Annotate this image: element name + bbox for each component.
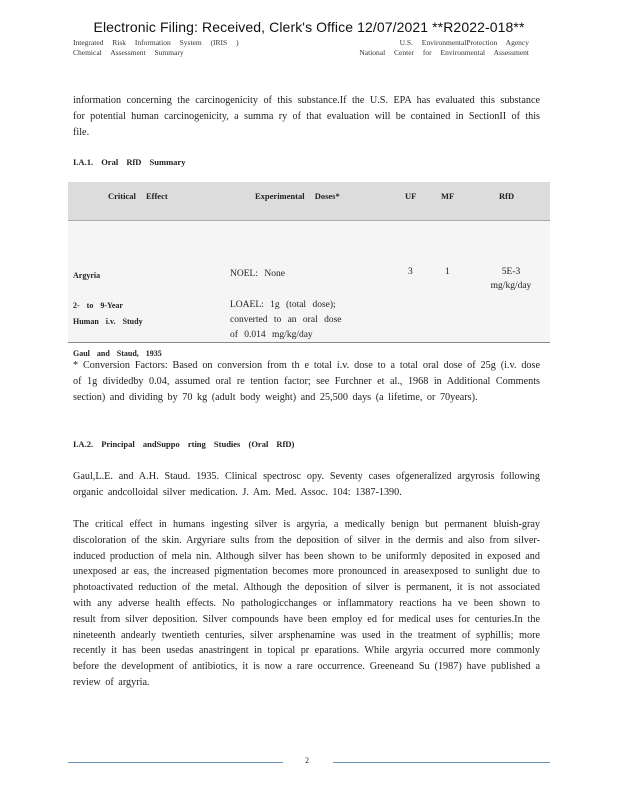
critical-effect-paragraph: The critical effect in humans ingesting silver is argyria, a medically benign but permanent bluish-gray discoloration of the skin. Argyriare sults from the deposition of silver in the dermis and also from silver-induced production of mela nin. Although silver has been shown to be uniformly deposited in exposed and unexposed ar eas, the increased pigmentation becomes more pronounced in areasexposed to sunlight due to photoactivated reduction of the metal. Although the deposition of silver is permanent, it is not associated with any adverse health effects. No pathologicchanges or inflammatory reactions ha ve been shown to result from silver deposition. Silver compounds have been employ ed for medical uses for centuries.In the nineteenth andearly twentieth centuries, silver arsphenamine was used in the treatment of syphillis; more recently it has been usedas anastringent in topical pr eparations. While argyria occurred more commonly before the development of antibiotics, it is now a rare occurrence. Greeneand Su (1987) have published a review of argyria. [73, 519, 540, 688]
footer-rule-left [68, 762, 283, 763]
rfd-summary-table [68, 182, 550, 358]
cell-study-duration: 2- to 9-Year [73, 301, 123, 310]
section-heading-principal-studies: I.A.2. Principal andSuppo rting Studies (Oral RfD) [73, 439, 295, 449]
cell-noel: NOEL: None [230, 269, 285, 279]
footer-rule-right [333, 762, 550, 763]
study-reference: Gaul,L.E. and A.H. Staud. 1935. Clinical spectrosc opy. Seventy cases ofgeneralized argyrosis following organic andcolloidal silver medication. J. Am. Med. Assoc. 104: 1387-1390. [73, 471, 540, 498]
section-heading-oral-rfd-summary: I.A.1. Oral RfD Summary [73, 157, 186, 167]
header-agency: U.S. EnvironmentalProtection Agency [399, 38, 529, 47]
cell-loael: LOAEL: 1g (total dose); [230, 300, 336, 310]
cell-effect: Argyria [73, 271, 101, 280]
cell-loael-dose: of 0.014 mg/kg/day [230, 330, 313, 340]
cell-loael-conversion: converted to an oral dose [230, 315, 342, 325]
col-uf: UF [405, 191, 417, 201]
col-critical-effect: Critical Effect [108, 191, 168, 201]
conversion-footnote: * Conversion Factors: Based on conversion from th e total i.v. dose to a total oral dose of 25g (i.v. dose of 1g dividedby 0.04, assumed oral re tention factor; see Furchner et al., 1968 in Additional Comments section) and dividing by 70 kg (adult body weight) and 25,500 days (a lifetime, or 70years). [73, 360, 540, 403]
cell-mf: 1 [445, 267, 450, 277]
cell-rfd-value: 5E-3 [501, 267, 521, 277]
intro-paragraph: information concerning the carcinogenicity of this substance.If the U.S. EPA has evaluated this substance for potential human carcinogenicity, a summa ry of that evaluation will be contained in SectionII of this file. [73, 95, 540, 138]
col-mf: MF [441, 191, 455, 201]
cell-uf: 3 [408, 267, 413, 277]
header-right [359, 38, 529, 58]
table-row [68, 221, 550, 358]
col-experimental-doses: Experimental Doses* [255, 191, 340, 201]
cell-citation: Gaul and Staud, 1935 [73, 349, 162, 358]
filing-stamp: Electronic Filing: Received, Clerk's Office 12/07/2021 **R2022-018** [93, 19, 525, 35]
header-iris-title: Integrated Risk Information System (IRIS ) [73, 38, 239, 47]
cell-rfd-unit: mg/kg/day [490, 281, 532, 291]
header-left [73, 38, 239, 58]
page-number: 2 [305, 756, 309, 765]
table-header-row [68, 182, 550, 221]
header-summary-label: Chemical Assessment Summary [73, 48, 184, 57]
col-rfd: RfD [499, 191, 515, 201]
cell-study-type: Human i.v. Study [73, 317, 143, 326]
header-center: National Center for Environmental Assessment [359, 48, 529, 57]
